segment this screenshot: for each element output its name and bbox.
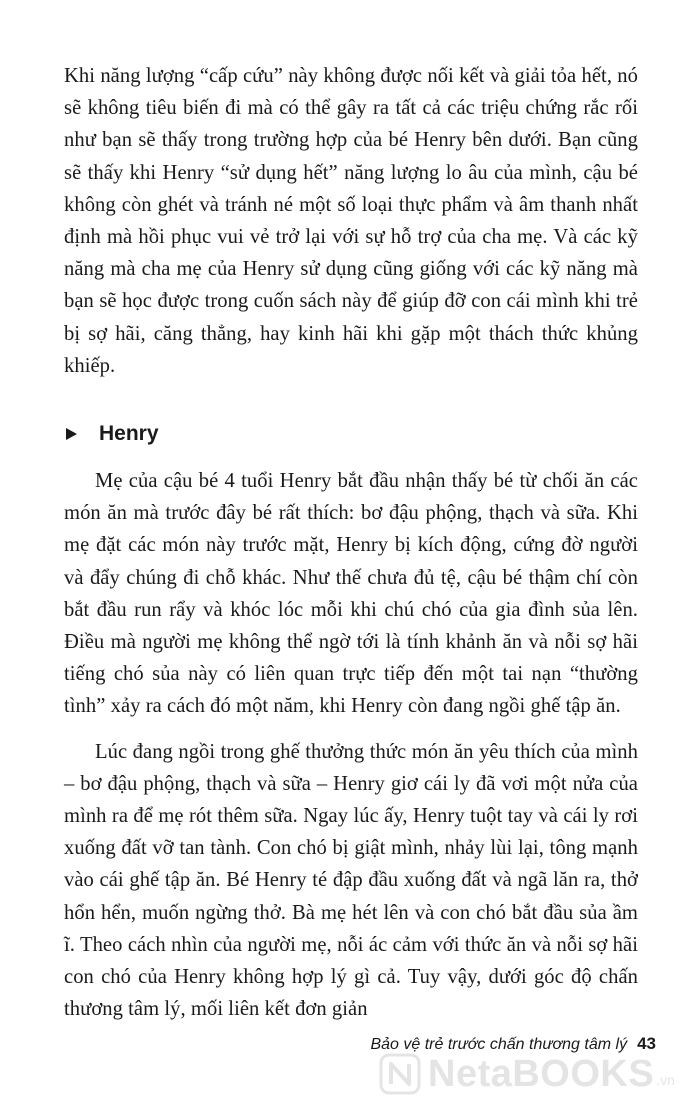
intro-paragraph: Khi năng lượng “cấp cứu” này không được nối kết và giải tỏa hết, nó sẽ không tiêu biến đi mà có thể gây ra tất cả các triệu chứng rắc rối như bạn sẽ thấy trong trường hợp của bé Henry bên dưới. Bạn cũng sẽ thấy khi Henry “sử dụng hết” năng lượng lo âu của mình, cậu bé không còn ghét và tránh né một số loại thực phẩm và âm thanh nhất định mà hồi phục vui vẻ trở lại với sự hỗ trợ của cha mẹ. Và các kỹ năng mà cha mẹ của Henry sử dụng cũng giống với các kỹ năng mà bạn sẽ học được trong cuốn sách này để giúp đỡ con cái mình khi trẻ bị sợ hãi, căng thẳng, hay kinh hãi khi gặp một thách thức khủng khiếp. (64, 65, 638, 377)
netabooks-logo-icon (378, 1052, 422, 1096)
watermark (378, 1052, 675, 1096)
watermark-text: NetaBOOKS (428, 1052, 655, 1095)
henry-paragraph-1: Mẹ của cậu bé 4 tuổi Henry bắt đầu nhận thấy bé từ chối ăn các món ăn mà trước đây bé rất thích: bơ đậu phộng, thạch và sữa. Khi mẹ đặt các món này trước mặt, Henry bị kích động, cứng đờ người và đẩy chúng đi chỗ khác. Như thế chưa đủ tệ, cậu bé thậm chí còn bắt đầu run rẩy và khóc lóc mỗi khi chú chó của gia đình sủa lên. Điều mà người mẹ không thể ngờ tới là tính khảnh ăn và nỗi sợ hãi tiếng chó sủa này có liên quan trực tiếp đến một tai nạn “thường tình” xảy ra cách đó một năm, khi Henry còn đang ngồi ghế tập ăn. (64, 470, 638, 718)
henry-paragraph-2: Lúc đang ngồi trong ghế thưởng thức món ăn yêu thích của mình – bơ đậu phộng, thạch và sữa – Henry giơ cái ly đã vơi một nửa của mình ra để mẹ rót thêm sữa. Ngay lúc ấy, Henry tuột tay và cái ly rơi xuống đất vỡ tan tành. Con chó bị giật mình, nhảy lùi lại, tông mạnh vào cái ghế tập ăn. Bé Henry té đập đầu xuống đất và ngã lăn ra, thở hổn hển, muốn ngừng thở. Bà mẹ hét lên và con chó bắt đầu sủa ầm ĩ. Theo cách nhìn của người mẹ, nỗi ác cảm với thức ăn và nỗi sợ hãi con chó của Henry không hợp lý gì cả. Tuy vậy, dưới góc độ chấn thương tâm lý, mối liên kết đơn giản (64, 740, 638, 1021)
page-footer (370, 1034, 656, 1054)
right-triangle-bullet-icon (66, 428, 77, 440)
watermark-suffix: .vn (656, 1072, 675, 1088)
page-number: 43 (637, 1034, 656, 1053)
section-heading (64, 420, 638, 448)
section-heading-text: Henry (99, 422, 159, 446)
paragraph-gap (64, 723, 638, 736)
running-title: Bảo vệ trẻ trước chấn thương tâm lý (370, 1036, 628, 1053)
page-body (64, 60, 638, 1025)
